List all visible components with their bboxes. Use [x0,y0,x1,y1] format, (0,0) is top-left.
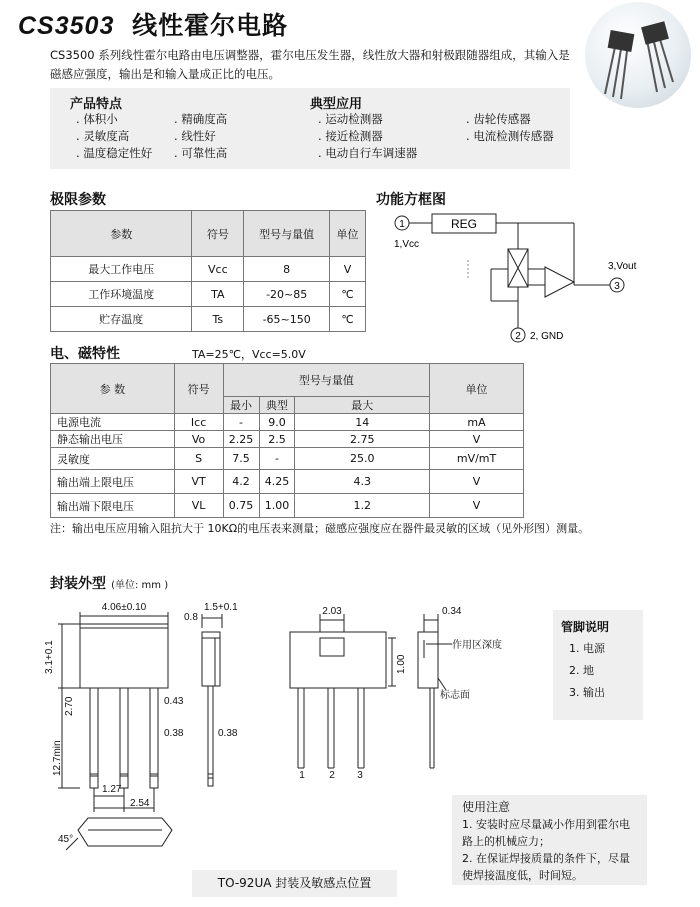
elec-header: 单位 [430,364,524,414]
app-col-1: . 运动检测器 . 接近检测器 . 电动自行车调速器 [318,112,418,160]
cell: - [223,414,259,431]
cell: - [259,448,295,470]
cell: 2.75 [295,431,430,448]
product-name: 线性霍尔电路 [132,11,289,40]
intro-text: CS3500 系列线性霍尔电路由电压调整器，霍尔电压发生器，线性放大器和射极跟随器组成，其输入是磁感应强度，输出是和输入量成正比的电压。 [50,48,570,81]
limits-title: 极限参数 [50,192,106,208]
feature-col-1: . 体积小 . 灵敏度高 . 温度稳定性好 [76,112,153,160]
cell: 最大工作电压 [51,257,192,282]
dim-b: 2.70 [64,696,75,716]
cell: 4.3 [295,470,430,494]
pin3-label: 3,Vout [608,261,637,272]
app-item: 电动自行车调速器 [325,146,418,160]
dim-f: 1.27 [102,784,122,795]
pin-number: 3 [357,770,363,781]
table-row [51,257,366,282]
cell: 贮存温度 [51,307,192,332]
cell: -65~150 [244,307,330,332]
elec-header: 符号 [174,364,223,414]
dim-width: 4.06±0.10 [101,602,147,613]
depth-label: 作用区深度 [452,640,502,651]
applications-title: 典型应用 [310,97,363,112]
pin-number: 1 [299,770,305,781]
feature-item: 灵敏度高 [83,129,130,143]
cell: 0.75 [223,494,259,518]
elec-subheader: 最小 [223,397,259,414]
cell: ℃ [330,307,366,332]
cell: S [174,448,223,470]
package-title: 封装外型 [50,576,106,592]
app-col-2: . 齿轮传感器 . 电流检测传感器 [466,112,554,143]
cell: 2.25 [223,431,259,448]
elec-header: 参 数 [51,364,175,414]
cell: 4.2 [223,470,259,494]
cell: VT [174,470,223,494]
block-pin1-num: 1 [399,219,405,230]
dim-d: 0.38 [164,728,184,739]
cell: 电源电流 [51,414,175,431]
cell: V [430,470,524,494]
limits-header: 符号 [192,211,244,257]
cell: Vcc [192,257,244,282]
elec-title: 电、磁特性 [50,346,120,362]
limits-table [50,210,366,332]
package-unit: (单位: mm ) [111,580,169,591]
cell: 8 [244,257,330,282]
cell: 工作环境温度 [51,282,192,307]
pins-title: 管脚说明 [561,620,610,634]
cell: 25.0 [295,448,430,470]
cell: mV/mT [430,448,524,470]
usage-notes [452,795,647,885]
dim-height: 3.1+0.1 [44,640,55,674]
pin-number: 2 [329,770,335,781]
feature-item: 温度稳定性好 [83,146,153,160]
cell: Ts [192,307,244,332]
dim-c: 0.43 [164,696,184,707]
table-row [51,494,524,518]
pin-item: 1. 电源 [569,642,605,655]
cell: 静态输出电压 [51,431,175,448]
reg-label: REG [450,217,478,231]
limits-header: 型号与量值 [244,211,330,257]
cell: 9.0 [259,414,295,431]
usage-item: 1. 安装时应尽量减小作用到霍尔电路上的机械应力； [462,818,630,848]
features-title: 产品特点 [70,97,123,112]
cell: 输出端下限电压 [51,494,175,518]
dim-thickness: 0.8 [184,612,198,623]
feature-item: 可靠性高 [181,146,228,160]
test-conditions: TA=25℃，Vcc=5.0V [192,348,306,361]
dim-e: 12.7min [52,740,63,776]
feature-item: 体积小 [83,112,118,126]
block-diagram [380,205,680,350]
measurement-note: 注：输出电压应用输入阻抗大于 10KΩ的电压表来测量；磁感应强度应在器件最灵敏的区域（见外形图）测量。 [50,522,590,535]
model-number: CS3503 [18,12,115,40]
feature-item: 精确度高 [181,112,228,126]
app-item: 齿轮传感器 [473,112,531,126]
transistor-image [585,2,691,108]
table-row [51,431,524,448]
cell: 1.2 [295,494,430,518]
usage-item: 2. 在保证焊接质量的条件下，尽量使焊接温度低，时间短。 [462,852,630,882]
elec-table [50,363,524,518]
block-title: 功能方框图 [376,192,446,208]
dim-j: 2.03 [322,606,342,617]
table-row [51,307,366,332]
elec-header: 型号与量值 [223,364,430,397]
block-pin2-num: 2 [515,331,521,342]
dim-angle: 45° [58,834,74,845]
cell: TA [192,282,244,307]
dim-l: 1.00 [396,654,407,674]
table-row [51,414,524,431]
cell: 2.5 [259,431,295,448]
table-row [51,282,366,307]
usage-title: 使用注意 [462,800,511,814]
elec-subheader: 典型 [259,397,295,414]
cell: VL [174,494,223,518]
table-row [51,448,524,470]
cell: -20~85 [244,282,330,307]
limits-header: 单位 [330,211,366,257]
cell: V [430,494,524,518]
cell: 14 [295,414,430,431]
dim-g: 2.54 [130,798,150,809]
feature-item: 线性好 [181,129,216,143]
limits-header: 参数 [51,211,192,257]
pin-description-box [553,610,643,720]
cell: Vo [174,431,223,448]
product-photo [585,2,691,108]
cell: 灵敏度 [51,448,175,470]
cell: ℃ [330,282,366,307]
feature-col-2: . 精确度高 . 线性好 . 可靠性高 [174,112,228,160]
block-pin3-num: 3 [614,281,620,292]
elec-subheader: 最大 [295,397,430,414]
cell: 输出端上限电压 [51,470,175,494]
cell: V [430,431,524,448]
cell: mA [430,414,524,431]
cell: 1.00 [259,494,295,518]
pin2-label: 2, GND [530,331,564,342]
dim-k: 0.34 [442,606,462,617]
pin-item: 2. 地 [569,664,594,677]
cell: Icc [174,414,223,431]
table-row [51,470,524,494]
cell: 4.25 [259,470,295,494]
pin1-label: 1,Vcc [394,239,420,250]
app-item: 接近检测器 [325,129,383,143]
pin-item: 3. 输出 [569,686,605,699]
app-item: 运动检测器 [325,112,383,126]
dim-a: 1.5+0.1 [204,602,238,613]
app-item: 电流检测传感器 [473,129,554,143]
cell: 7.5 [223,448,259,470]
package-heading [50,573,168,593]
dim-i: 0.38 [218,728,238,739]
package-caption: TO-92UA 封装及敏感点位置 [192,870,397,897]
mark-label: 标志面 [440,690,470,701]
cell: V [330,257,366,282]
page-title [18,6,288,42]
